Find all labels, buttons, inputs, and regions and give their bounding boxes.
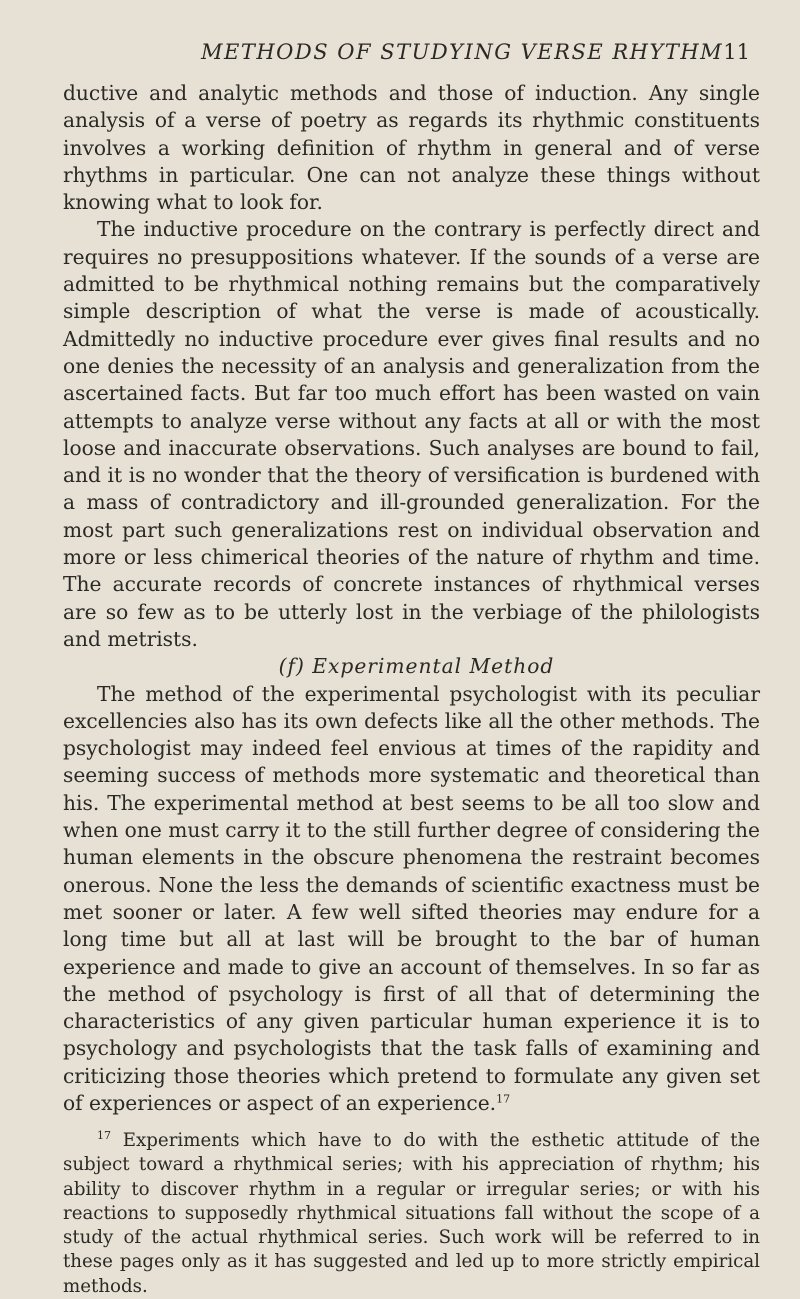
- footnote: [63, 1129, 760, 1298]
- footnote-text: [63, 1129, 760, 1298]
- running-head: METHODS OF STUDYING VERSE RHYTHM: [201, 40, 724, 64]
- footnote-body: Experiments which have to do with the esthetic attitude of the subject toward a rhythmical series; with his appreciation of rhythm; his ability to discover rhythm in a regular or irregular series; or with his reactions to supposedly rhythmical situations fall without the scope of a study of the actual rhythmical series. Such work will be referred to in these pages only as it has suggested and led up to more strictly empirical methods.: [63, 1130, 760, 1297]
- page-header: [63, 40, 760, 80]
- section-heading: (f) Experimental Method: [278, 654, 555, 679]
- footnote-marker: 17: [97, 1129, 111, 1143]
- main-text: [63, 80, 760, 1117]
- paragraph-inductive-procedure: The inductive procedure on the contrary is perfectly direct and requires no presuppositions whatever. If the sounds of a verse are admitted to be rhythmical nothing remains but the comparatively simple description of what the verse is made of acoustically. Admittedly no inductive procedure ever gives final results and no one denies the necessity of an analysis and generalization from the ascertained facts. But far too much effort has been wasted on vain attempts to analyze verse without any facts at all or with the most loose and inaccurate observations. Such analyses are bound to fail, and it is no wonder that the theory of versification is burdened with a mass of contradictory and ill-grounded generalization. For the most part such generalizations rest on individual observation and more or less chimerical theories of the nature of rhythm and time. The accurate records of concrete instances of rhythmical verses are so few as to be utterly lost in the verbiage of the philologists and metrists.: [63, 217, 760, 651]
- paragraph-experimental-method: [63, 681, 760, 1118]
- paragraph-continued: ductive and analytic methods and those of induction. Any single analysis of a verse of poetry as regards its rhythmic constituents involves a working definition of rhythm in general and of verse rhythms in particular. One can not analyze these things without knowing what to look for.: [63, 81, 760, 215]
- page-number: 11: [723, 40, 750, 64]
- footnote-reference: 17: [496, 1092, 511, 1106]
- paragraph-experimental-text: The method of the experimental psychologist with its peculiar excellencies also has its own defects like all the other methods. The psychologist may indeed feel envious at times of the rapidity and seeming success of methods more systematic and theoretical than his. The experimental method at best seems to be all too slow and when one must carry it to the still further degree of considering the human elements in the obscure phenomena the restraint becomes onerous. None the less the demands of scientific exactness must be met sooner or later. A few well sifted theories may endure for a long time but all at last will be brought to the bar of human experience and made to give an account of themselves. In so far as the method of psychology is first of all that of determining the characteristics of any given particular human experience it is to psychology and psychologists that the task falls of examining and criticizing those theories which pretend to formulate any given set of experiences or aspect of an experience.: [63, 681, 760, 1115]
